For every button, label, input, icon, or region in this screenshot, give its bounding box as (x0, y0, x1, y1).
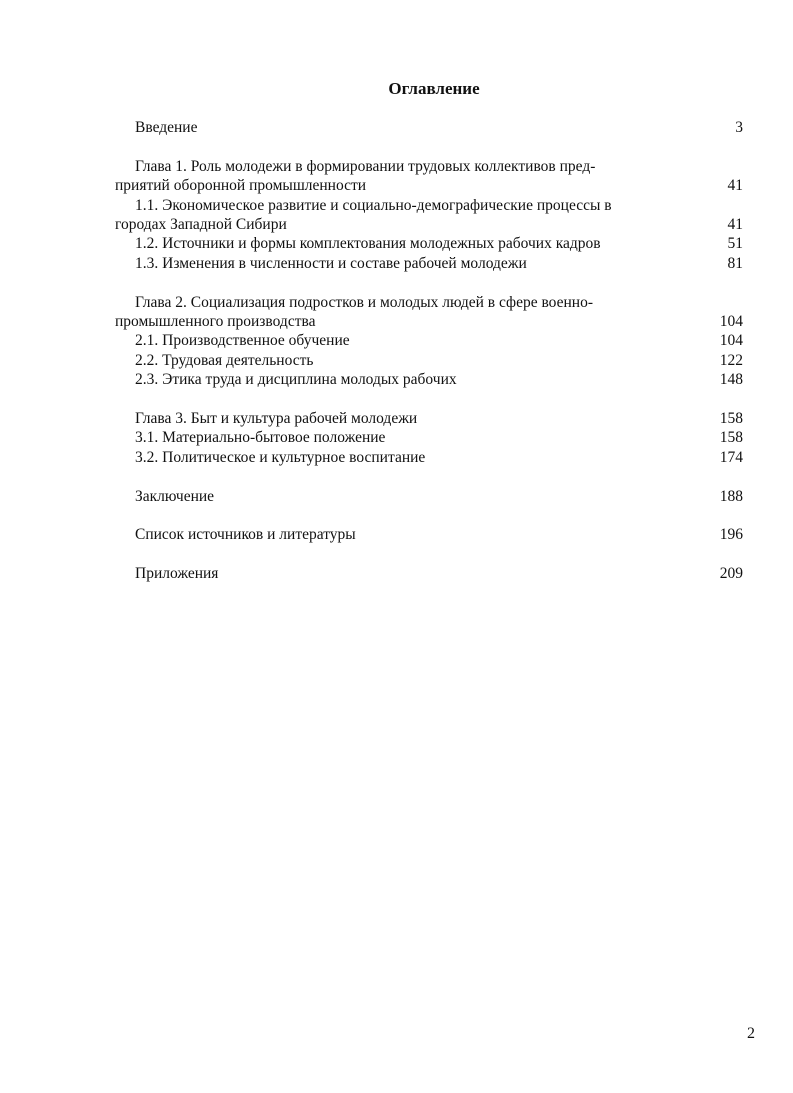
toc-entry-label-line-1: 1.1. Экономическое развитие и социально-демографические процессы в (135, 196, 612, 214)
toc-entry-chapter-2[interactable] (115, 293, 743, 332)
toc-entry-label: 3.1. Материально-бытовое положение (135, 429, 386, 447)
toc-group-appendix (115, 564, 743, 583)
toc-group-conclusion (115, 487, 743, 506)
toc-entry-page: 196 (719, 526, 743, 544)
toc-group-intro (115, 118, 743, 137)
toc-entry-section-2-2[interactable] (115, 351, 743, 370)
toc-entry-chapter-3[interactable] (115, 409, 743, 428)
toc-entry-label-line-1: Глава 2. Социализация подростков и молодых людей в сфере военно- (135, 293, 593, 311)
toc-entry-section-3-2[interactable] (115, 448, 743, 467)
toc-entry-label: Заключение (135, 487, 215, 505)
toc-group-chapter-3 (115, 409, 743, 467)
toc-entry-label: Глава 3. Быт и культура рабочей молодежи (135, 410, 418, 428)
toc-entry-label (115, 293, 681, 332)
toc-entry-page: 81 (727, 254, 743, 272)
toc-entry-label: 1.3. Изменения в численности и составе рабочей молодежи (135, 254, 527, 272)
toc-entry-sources[interactable] (115, 525, 743, 544)
toc-entry-page: 209 (719, 565, 743, 583)
toc-entry-page: 51 (727, 235, 743, 253)
toc-group-chapter-1 (115, 157, 743, 273)
toc-entry-section-1-2[interactable] (115, 234, 743, 253)
table-of-contents (115, 118, 743, 603)
toc-entry-page: 188 (719, 487, 743, 505)
toc-entry-page: 122 (719, 351, 743, 369)
toc-entry-page: 158 (719, 429, 743, 447)
toc-entry-label: 2.3. Этика труда и дисциплина молодых рабочих (135, 371, 457, 389)
toc-entry-page: 148 (719, 371, 743, 389)
toc-entry-page: 104 (719, 313, 743, 331)
toc-entry-introduction[interactable] (115, 118, 743, 137)
toc-entry-label: 2.2. Трудовая деятельность (135, 351, 314, 369)
toc-entry-chapter-1[interactable] (115, 157, 743, 196)
toc-entry-label: Приложения (135, 565, 219, 583)
toc-entry-label (115, 196, 681, 235)
toc-entry-label: 2.1. Производственное обучение (135, 332, 350, 350)
toc-entry-page: 3 (735, 119, 743, 136)
toc-entry-section-2-3[interactable] (115, 370, 743, 389)
toc-entry-page: 158 (719, 410, 743, 428)
toc-entry-conclusion[interactable] (115, 487, 743, 506)
toc-group-sources (115, 525, 743, 544)
page-number: 2 (747, 1025, 755, 1042)
toc-entry-appendix[interactable] (115, 564, 743, 583)
toc-entry-label: 3.2. Политическое и культурное воспитание (135, 448, 426, 466)
toc-entry-page: 104 (719, 332, 743, 350)
page-title: Оглавление (388, 79, 480, 98)
toc-entry-section-3-1[interactable] (115, 428, 743, 447)
toc-entry-label: 1.2. Источники и формы комплектования молодежных рабочих кадров (135, 235, 601, 253)
toc-entry-label-line-1: Глава 1. Роль молодежи в формировании трудовых коллективов пред- (135, 157, 596, 175)
toc-entry-page: 41 (727, 177, 743, 195)
toc-entry-label-line-2: городах Западной Сибири (115, 216, 287, 234)
toc-entry-label-line-2: промышленного производства (115, 313, 316, 331)
toc-entry-section-2-1[interactable] (115, 331, 743, 350)
toc-entry-page: 174 (719, 448, 743, 466)
toc-entry-label: Список источников и литературы (135, 526, 356, 544)
toc-entry-label: Введение (135, 119, 198, 136)
toc-entry-label (115, 157, 681, 196)
toc-entry-section-1-3[interactable] (115, 254, 743, 273)
toc-entry-section-1-1[interactable] (115, 196, 743, 235)
toc-entry-page: 41 (727, 216, 743, 234)
toc-group-chapter-2 (115, 293, 743, 390)
toc-entry-label-line-2: приятий оборонной промышленности (115, 177, 367, 195)
